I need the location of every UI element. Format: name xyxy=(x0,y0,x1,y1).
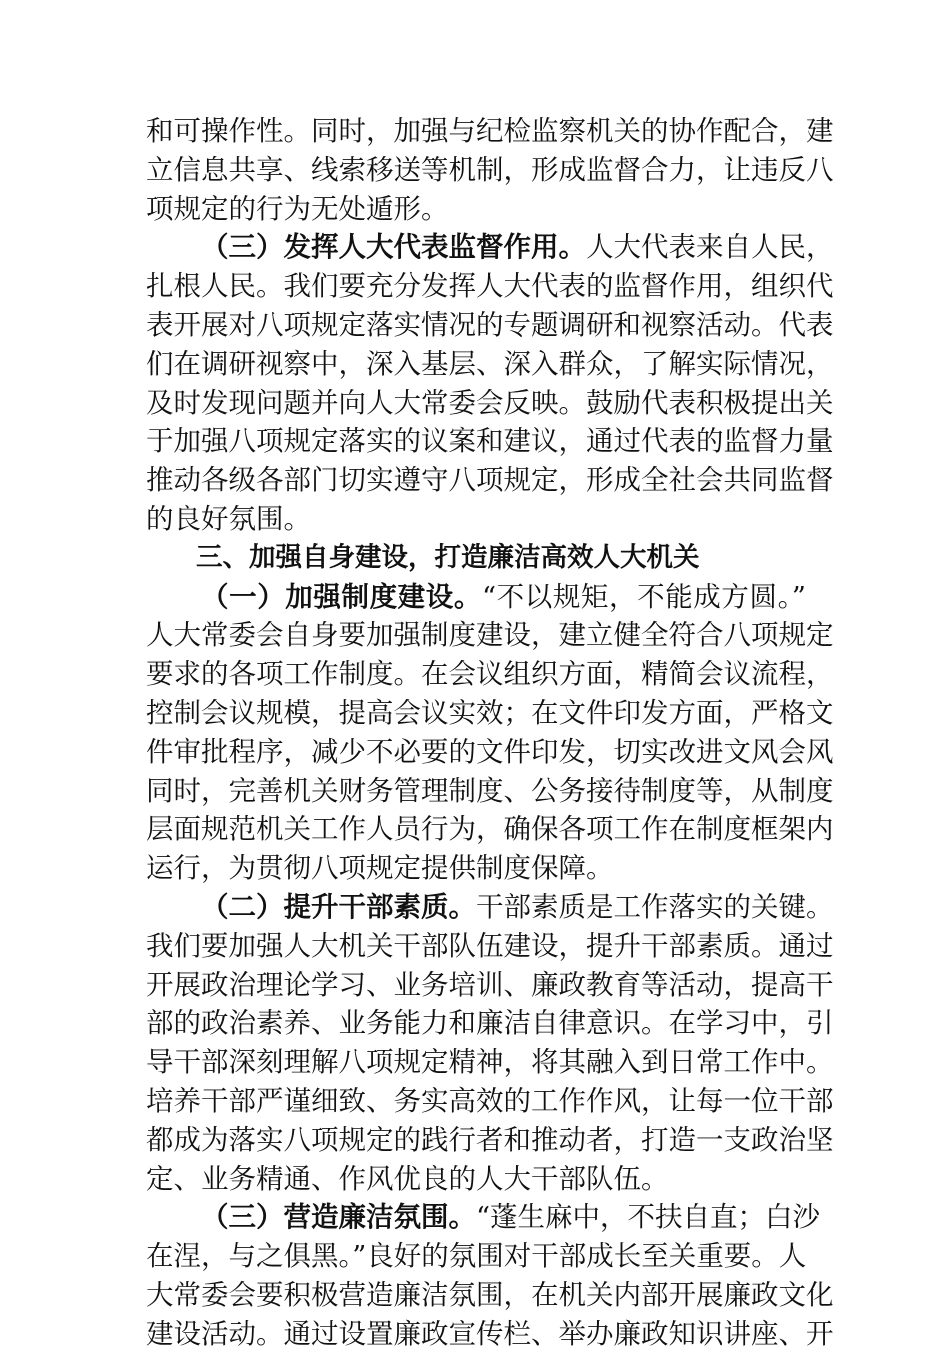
text-line: 部的政治素养、业务能力和廉洁自律意识。在学习中，引 xyxy=(146,1007,834,1040)
paragraph-first-line xyxy=(146,578,806,617)
text-line: 件审批程序，减少不必要的文件印发，切实改进文风会风 xyxy=(146,735,834,768)
text-line: 运行，为贯彻八项规定提供制度保障。 xyxy=(146,852,614,885)
paragraph-first-line xyxy=(146,1198,821,1237)
text-line: 的良好氛围。 xyxy=(146,502,311,535)
paragraph-lead: （二）提升干部素质。 xyxy=(201,890,476,923)
text-line: 推动各级各部门切实遵守八项规定，形成全社会共同监督 xyxy=(146,464,834,497)
text-line: 及时发现问题并向人大常委会反映。鼓励代表积极提出关 xyxy=(146,386,834,419)
text-line: 立信息共享、线索移送等机制，形成监督合力，让违反八 xyxy=(146,153,834,186)
text-line: 表开展对八项规定落实情况的专题调研和视察活动。代表 xyxy=(146,308,834,341)
text-line: 项规定的行为无处遁形。 xyxy=(146,192,449,225)
paragraph-lead: （一）加强制度建设。 xyxy=(201,580,482,613)
text-segment: “蓬生麻中，不扶自直；白沙 xyxy=(476,1201,821,1234)
text-segment: 干部素质是工作落实的关键。 xyxy=(476,890,834,923)
paragraph-lead: （三）营造廉洁氛围。 xyxy=(201,1201,476,1234)
text-line: 建设活动。通过设置廉政宣传栏、举办廉政知识讲座、开 xyxy=(146,1317,834,1350)
text-line: 要求的各项工作制度。在会议组织方面，精简会议流程， xyxy=(146,658,834,691)
document-body xyxy=(146,112,834,1354)
text-line: 层面规范机关工作人员行为，确保各项工作在制度框架内 xyxy=(146,813,834,846)
text-line: 开展政治理论学习、业务培训、廉政教育等活动，提高干 xyxy=(146,968,834,1001)
text-line: 于加强八项规定落实的议案和建议，通过代表的监督力量 xyxy=(146,425,834,458)
section-heading: 三、加强自身建设，打造廉洁高效人大机关 xyxy=(196,541,700,573)
text-line: 导干部深刻理解八项规定精神，将其融入到日常工作中。 xyxy=(146,1046,834,1079)
paragraph-first-line xyxy=(146,888,834,927)
text-line: 扎根人民。我们要充分发挥人大代表的监督作用，组织代 xyxy=(146,270,834,303)
paragraph-first-line xyxy=(146,228,834,267)
text-line: 同时，完善机关财务管理制度、公务接待制度等，从制度 xyxy=(146,774,834,807)
text-line: 培养干部严谨细致、务实高效的工作作风，让每一位干部 xyxy=(146,1084,834,1117)
text-segment: “不以规矩，不能成方圆。” xyxy=(481,580,806,613)
paragraph-lead: （三）发挥人大代表监督作用。 xyxy=(201,231,586,264)
text-line: 控制会议规模，提高会议实效；在文件印发方面，严格文 xyxy=(146,696,834,729)
text-line: 大常委会要积极营造廉洁氛围，在机关内部开展廉政文化 xyxy=(146,1278,834,1311)
text-line: 和可操作性。同时，加强与纪检监察机关的协作配合，建 xyxy=(146,115,834,147)
text-line: 们在调研视察中，深入基层、深入群众，了解实际情况， xyxy=(146,347,834,380)
text-line: 在涅，与之俱黑。”良好的氛围对干部成长至关重要。人 xyxy=(146,1240,807,1273)
text-segment: 人大代表来自人民， xyxy=(586,231,834,264)
text-line: 我们要加强人大机关干部队伍建设，提升干部素质。通过 xyxy=(146,929,834,962)
text-line: 人大常委会自身要加强制度建设，建立健全符合八项规定 xyxy=(146,619,834,652)
text-line: 定、业务精通、作风优良的人大干部队伍。 xyxy=(146,1162,669,1195)
text-line: 都成为落实八项规定的践行者和推动者，打造一支政治坚 xyxy=(146,1123,834,1156)
